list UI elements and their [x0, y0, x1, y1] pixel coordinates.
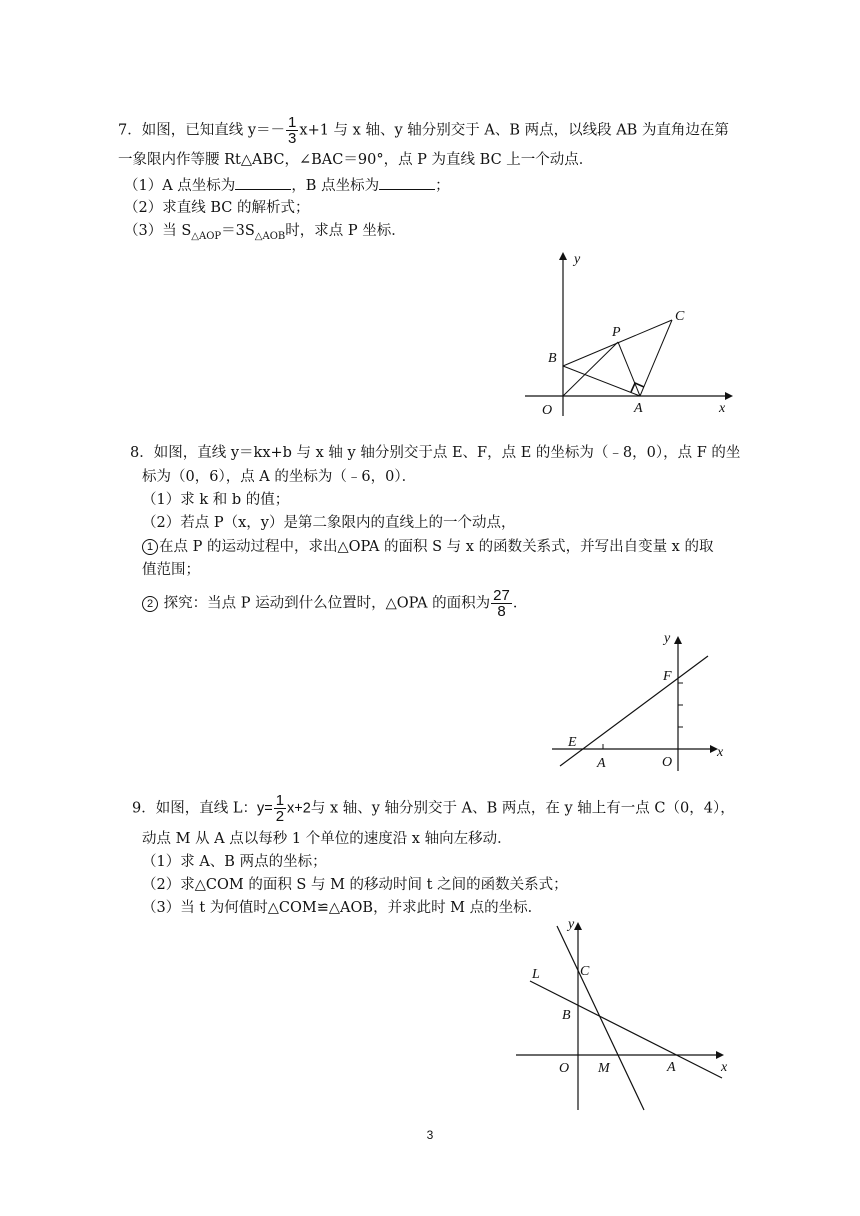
q9-sub2: （2）求△COM 的面积 S 与 M 的移动时间 t 之间的函数关系式； [142, 877, 568, 893]
q7-sub2: （2）求直线 BC 的解析式； [124, 200, 310, 216]
q9-sub1: （1）求 A、B 两点的坐标； [142, 854, 327, 870]
label-e: E [568, 735, 577, 750]
q9-figure [510, 914, 736, 1114]
q8-item1-cont: 值范围； [142, 562, 200, 578]
label-a: A [634, 401, 643, 416]
q8-figure [550, 628, 740, 774]
q9-line1: 9．如图，直线 L：y= $\frac{1}{2}$ x+2与 x 轴、y 轴分别交于 A、B 两点，在 y 轴上有一点 C（0，4）， [132, 792, 735, 825]
q8-sub2: （2）若点 P（x，y）是第二象限内的直线上的一个动点， [142, 515, 516, 531]
label-o: O [542, 403, 553, 418]
q7-sub1: （1）A 点坐标为 ，B 点坐标为 ； [124, 175, 450, 196]
label-x: x [721, 1060, 728, 1075]
label-c: C [580, 964, 590, 979]
q7-line1: 7．如图，已知直线 y＝－ $\frac{1}{3}$ x+1 与 x 轴、y 轴分别交于 A、B 两点，以线段 AB 为直角边在第 [118, 114, 729, 147]
answer-blank [379, 175, 435, 190]
q9-line2: 动点 M 从 A 点以每秒 1 个单位的速度沿 x 轴向左移动． [142, 831, 512, 847]
q8-sub1: （1）求 k 和 b 的值； [142, 492, 290, 508]
segment-ab [563, 366, 640, 396]
circled-number: 1 [142, 539, 158, 555]
y-axis-arrow [574, 922, 582, 930]
label-m: M [598, 1061, 610, 1076]
x-axis-arrow [716, 1051, 724, 1059]
q7-figure [520, 248, 740, 420]
label-p: P [612, 325, 621, 340]
answer-blank [235, 175, 291, 190]
q7-fraction: $\frac{1}{3}$ [288, 114, 297, 147]
label-x: x [719, 401, 726, 416]
label-y: y [574, 252, 581, 267]
page-number: 3 [426, 1128, 434, 1142]
y-axis-arrow [674, 636, 682, 644]
label-x: x [717, 745, 724, 760]
label-a: A [597, 756, 606, 771]
q9-fraction: $\frac{1}{2}$ [275, 792, 285, 825]
q7-line2: 一象限内作等腰 Rt△ABC，∠BAC＝90°，点 P 为直线 BC 上一个动点． [118, 152, 594, 168]
q8-fraction: $\frac{27}{8}$ [493, 587, 510, 620]
circled-number: 2 [142, 596, 158, 612]
q8-item1: 1 在点 P 的运动过程中，求出△OPA 的面积 S 与 x 的函数关系式，并写出自变量 x 的取 [142, 537, 713, 557]
label-a: A [667, 1060, 676, 1075]
x-axis-arrow [725, 392, 733, 400]
label-o: O [559, 1061, 570, 1076]
label-b: B [562, 1008, 571, 1023]
label-y: y [664, 631, 671, 646]
q7-sub3: （3）当 $S_{\triangle AOP}=3S_{\triangle AOB}$时，求点 P 坐标． [124, 223, 406, 242]
label-c: C [675, 309, 685, 324]
q8-line1: 8．如图，直线 y＝kx+b 与 x 轴 y 轴分别交于点 E、F，点 E 的坐标为（﹣8，0），点 F 的坐 [130, 445, 741, 461]
label-l: L [532, 967, 540, 982]
q9-sub3: （3）当 t 为何值时△COM≌△AOB，并求此时 M 点的坐标． [142, 900, 543, 916]
y-axis-arrow [559, 252, 567, 260]
label-f: F [663, 669, 672, 684]
label-o: O [662, 755, 673, 770]
segment-pa [618, 342, 640, 396]
label-b: B [548, 351, 557, 366]
label-y: y [568, 917, 575, 932]
q8-item2: 2 探究：当点 P 运动到什么位置时，△OPA 的面积为 $\frac{27}{8}$ ． [142, 588, 527, 619]
q8-line2: 标为（0，6），点 A 的坐标为（﹣6，0）． [142, 469, 417, 485]
